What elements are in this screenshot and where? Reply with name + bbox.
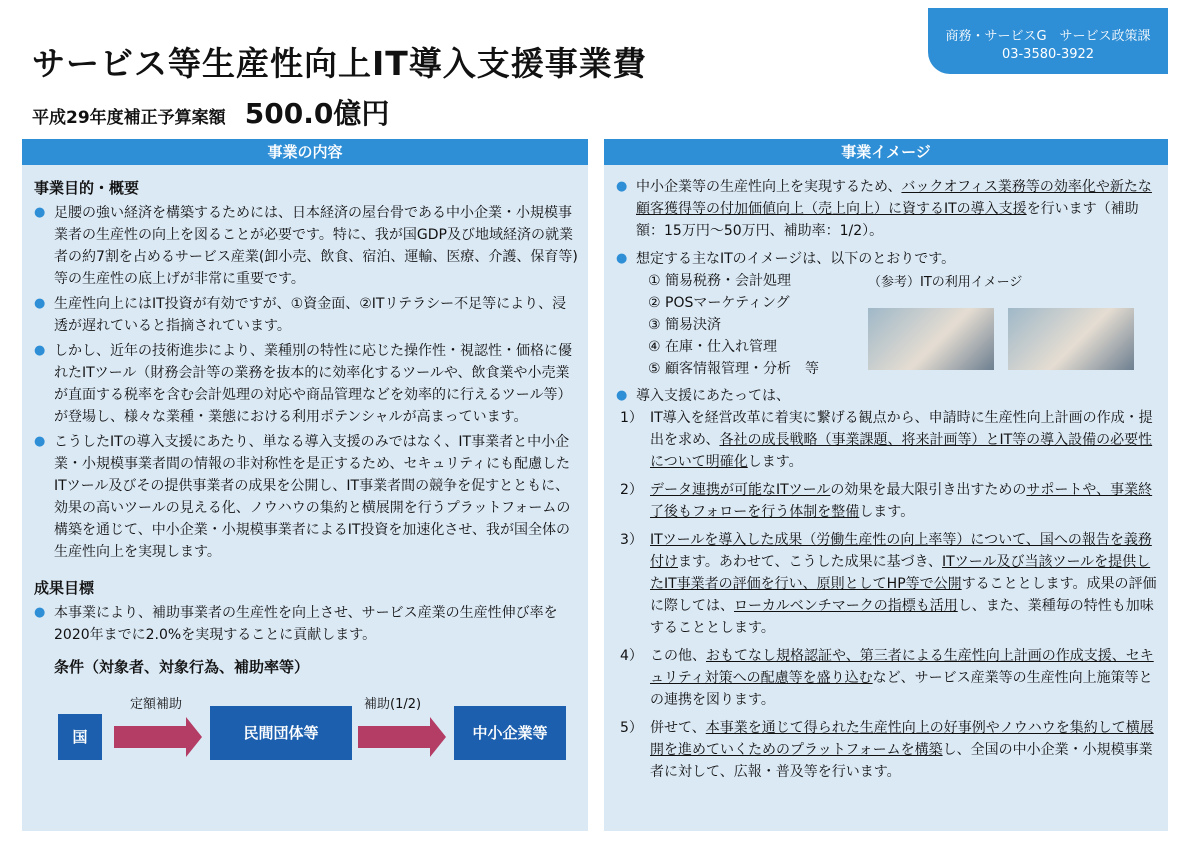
- underlined-text: おもてなし規格認証や、第三者による生産性向上計画の作成支援、セキュリティ対策への配慮等を盛り込む: [650, 648, 1154, 686]
- purpose-title: 事業目的・概要: [34, 179, 140, 197]
- purpose-bullet: ● しかし、近年の技術進歩により、業種別の特性に応じた操作性・視認性・価格に優れたITツール（財務会計等の業務を抜本的に効率化するツールや、飲食業や小売業が直面する税率を含む会計処理の対応や商品管理などを効率的に行えるツール等）が登場し、様々な業種・業態における利用ポテンシャルが高まっています。: [34, 340, 578, 428]
- flow-box-sme: 中小企業等: [454, 706, 566, 760]
- it-usage-photo: [868, 308, 994, 370]
- business-image-panel: [604, 139, 1168, 831]
- it-image-list: [616, 270, 1158, 382]
- text: することとします。成果の評価に際しては、: [650, 576, 1157, 614]
- text: IT導入を経営改革に着実に繋げる観点から、申請時に生産性向上計画の作成・提出を求め、: [650, 410, 1153, 448]
- department-badge: [928, 8, 1168, 74]
- text: します。: [747, 454, 803, 470]
- purpose-bullet: ● 足腰の強い経済を構築するためには、日本経済の屋台骨である中小企業・小規模事業者の生産性の向上を図ることが必要です。特に、我が国GDP及び地域経済の就業者の約7割を占めるサービス産業(卸小売、飲食、宿泊、運輸、医療、介護、保育等)等の生産性の底上げが非常に重要です。: [34, 202, 578, 290]
- it-usage-photo: [1008, 308, 1134, 370]
- text: します。: [859, 504, 915, 520]
- reference-caption: （参考）ITの利用イメージ: [868, 275, 1023, 290]
- flow-arrow-label: 補助(1/2): [364, 697, 422, 712]
- text: し、全国の中小企業・小規模事業者に対して、広報・普及等を行います。: [650, 742, 1153, 780]
- item-number: 2）: [620, 482, 643, 498]
- goal-bullet: ● 本事業により、補助事業者の生産性を向上させ、サービス産業の生産性伸び率を2020年までに2.0%を実現することに貢献します。: [34, 602, 578, 646]
- it-item: ③ 簡易決済: [648, 317, 722, 333]
- it-item: ① 簡易税務・会計処理: [648, 273, 792, 289]
- budget-line: [32, 92, 389, 132]
- it-item: ⑤ 顧客情報管理・分析 等: [648, 361, 820, 377]
- text: の効果を最大限引き出すための: [830, 482, 1027, 498]
- text: し、また、業種毎の特性も加味することとします。: [650, 598, 1154, 636]
- text: 併せて、: [650, 720, 706, 736]
- underlined-text: 各社の成長戦略（事業課題、将来計画等）とIT等の導入設備の必要性について明確化: [650, 432, 1153, 470]
- item-number: 3）: [620, 532, 643, 548]
- text: を行います（補助額：15万円～50万円、補助率：1/2）。: [636, 201, 1139, 239]
- goal-title: 成果目標: [34, 579, 95, 597]
- flow-arrow-right-icon: [358, 726, 430, 748]
- it-item: ② POSマーケティング: [648, 295, 790, 311]
- underlined-text: データ連携が可能なITツール: [650, 482, 831, 498]
- purpose-bullet: ● 生産性向上にはIT投資が有効ですが、①資金面、②ITリテラシー不足等により、浸透が遅れていると指摘されています。: [34, 293, 578, 337]
- image-bullet: ● 想定する主なITのイメージは、以下のとおりです。: [616, 248, 1158, 270]
- it-item: ④ 在庫・仕入れ管理: [648, 339, 778, 355]
- business-content-panel: [22, 139, 588, 831]
- underlined-text: サポートや、事業終了後もフォローを行う体制を整備: [650, 482, 1153, 520]
- support-item: [616, 645, 1158, 711]
- department-phone: 03-3580-3922: [1001, 47, 1095, 62]
- item-number: 4）: [620, 648, 643, 664]
- underlined-text: ITツールを導入した成果（労働生産性の向上率等）について、国への報告を義務付け: [650, 532, 1152, 570]
- support-item: [616, 717, 1158, 783]
- support-item: [616, 529, 1158, 639]
- text: など、サービス産業等の生産性向上施策等との連携を図ります。: [650, 670, 1153, 708]
- text: この他、: [650, 648, 706, 664]
- item-number: 5）: [620, 720, 643, 736]
- underlined-text: バックオフィス業務等の効率化や新たな顧客獲得等の付加価値向上（売上向上）に資するITの導入支援: [636, 179, 1152, 217]
- underlined-text: ローカルベンチマークの指標も活用: [734, 598, 958, 614]
- support-item: [616, 479, 1158, 523]
- item-number: 1）: [620, 410, 643, 426]
- budget-amount: 500.0億円: [244, 97, 390, 130]
- business-content-header: 事業の内容: [22, 139, 588, 165]
- support-item: [616, 407, 1158, 473]
- page-title: サービス等生産性向上IT導入支援事業費: [32, 44, 647, 83]
- flow-arrow-label: 定額補助: [130, 697, 183, 712]
- flow-arrow-right-icon: [114, 726, 186, 748]
- flow-box-country: 国: [58, 714, 102, 760]
- funding-flow: [34, 692, 578, 772]
- underlined-text: 本事業を通じて得られた生産性向上の好事例やノウハウを集約して横展開を進めていくためのプラットフォームを構築: [650, 720, 1154, 758]
- conditions-title: 条件（対象者、対象行為、補助率等）: [54, 658, 310, 676]
- text: 中小企業等の生産性向上を実現するため、: [636, 179, 902, 195]
- purpose-bullet: ● こうしたITの導入支援にあたり、単なる導入支援のみではなく、IT事業者と中小企業・小規模事業者間の情報の非対称性を是正するため、セキュリティにも配慮したITツール及びその提供事業者の成果を公開し、IT事業者間の競争を促すとともに、効果の高いツールの見える化、ノウハウの集約と横展開を行うプラットフォームの構築を通じて、中小企業・小規模事業者によるIT投資を加速化させ、我が国全体の生産性向上を実現します。: [34, 431, 578, 563]
- budget-label: 平成29年度補正予算案額: [32, 108, 226, 128]
- text: ます。あわせて、こうした成果に基づき、: [678, 554, 943, 570]
- department-name: 商務・サービスG サービス政策課: [945, 29, 1151, 44]
- image-bullet: [616, 176, 1158, 242]
- business-image-header: 事業イメージ: [604, 139, 1168, 165]
- underlined-text: ITツール及び当該ツールを提供したIT事業者の評価を行い、原則としてHP等で公開: [650, 554, 1151, 592]
- image-bullet: ● 導入支援にあたっては、: [616, 385, 1158, 407]
- flow-box-private-org: 民間団体等: [210, 706, 352, 760]
